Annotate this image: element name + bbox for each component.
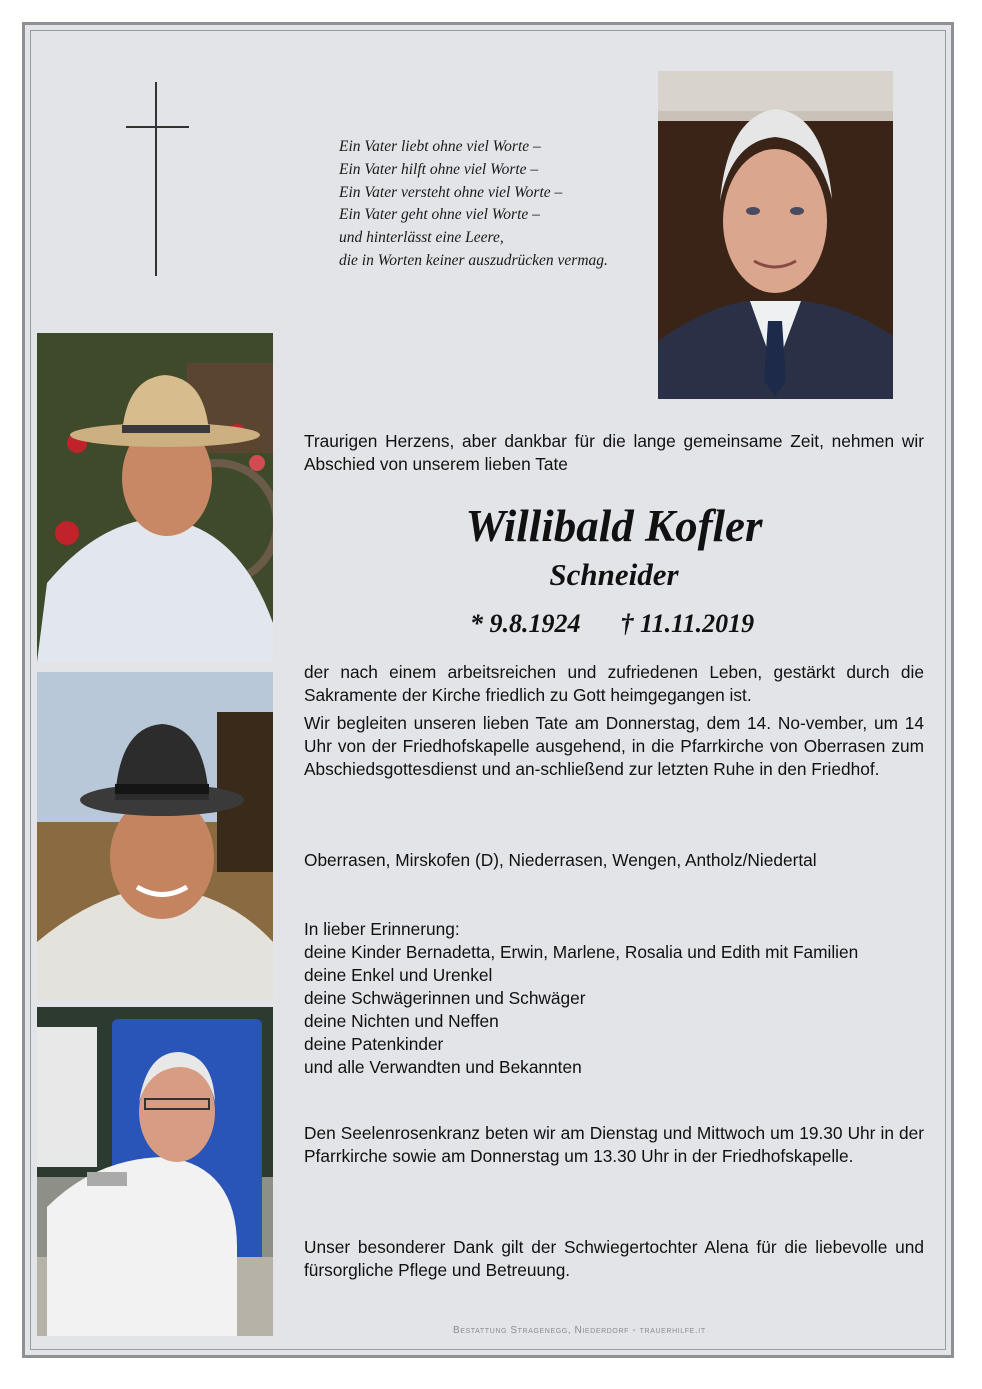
family-line: deine Nichten und Neffen <box>304 1011 499 1031</box>
family-line: deine Patenkinder <box>304 1034 444 1054</box>
poem <box>339 136 608 273</box>
family-line: und alle Verwandten und Bekannten <box>304 1057 582 1077</box>
intro-text: Traurigen Herzens, aber dankbar für die lange gemeinsame Zeit, nehmen wir Abschied von unserem lieben Tate <box>304 431 924 475</box>
poem-line: Ein Vater liebt ohne viel Worte – <box>339 138 541 155</box>
photo-newspaper <box>37 1007 273 1336</box>
footer-credit: Bestattung Stragenegg, Niederdorf - trauerhilfe.it <box>453 1325 706 1336</box>
poem-line: und hinterlässt eine Leere, <box>339 229 504 247</box>
birth-date: * 9.8.1924 <box>470 609 581 638</box>
thanks-text: Unser besonderer Dank gilt der Schwiegertochter Alena für die liebevolle und fürsorgliche Pflege und Betreuung. <box>304 1237 924 1281</box>
poem-line: Ein Vater versteht ohne viel Worte – <box>339 183 563 201</box>
paragraph-funeral: Wir begleiten unseren lieben Tate am Donnerstag, dem 14. No-vember, um 14 Uhr von der Friedhofskapelle ausgehend, in die Pfarrkirche von Oberrasen zum Abschiedsgottesdienst und an-schließend zur letzten Ruhe in den Friedhof. <box>304 713 924 780</box>
family-line: deine Enkel und Urenkel <box>304 965 493 985</box>
poem-line: Ein Vater hilft ohne viel Worte – <box>339 160 539 178</box>
portrait-photo <box>658 71 893 399</box>
life-dates <box>470 608 754 640</box>
family-line: deine Schwägerinnen und Schwäger <box>304 988 586 1008</box>
death-date: † 11.11.2019 <box>620 609 755 638</box>
paragraph-life: der nach einem arbeitsreichen und zufriedenen Leben, gestärkt durch die Sakramente der Kirche friedlich zu Gott heimgegangen ist. <box>304 662 924 706</box>
photo-straw-hat <box>37 333 273 662</box>
photo-felt-hat <box>37 672 273 1000</box>
places-text: Oberrasen, Mirskofen (D), Niederrasen, Wengen, Antholz/Niedertal <box>304 850 817 870</box>
cross-icon-horizontal <box>126 126 189 128</box>
poem-line: die in Worten keiner auszudrücken vermag. <box>339 251 608 269</box>
family-line: deine Kinder Bernadetta, Erwin, Marlene, Rosalia und Edith mit Familien <box>304 942 859 962</box>
poem-line: Ein Vater geht ohne viel Worte – <box>339 206 540 224</box>
rosary-text: Den Seelenrosenkranz beten wir am Dienstag und Mittwoch um 19.30 Uhr in der Pfarrkirche sowie am Donnerstag um 13.30 Uhr in der Friedhofskapelle. <box>304 1123 924 1167</box>
family-list <box>304 918 858 1079</box>
memory-heading: In lieber Erinnerung: <box>304 919 460 939</box>
cross-icon-vertical <box>155 82 157 276</box>
deceased-nickname: Schneider <box>549 557 679 592</box>
deceased-name: Willibald Kofler <box>465 501 763 551</box>
